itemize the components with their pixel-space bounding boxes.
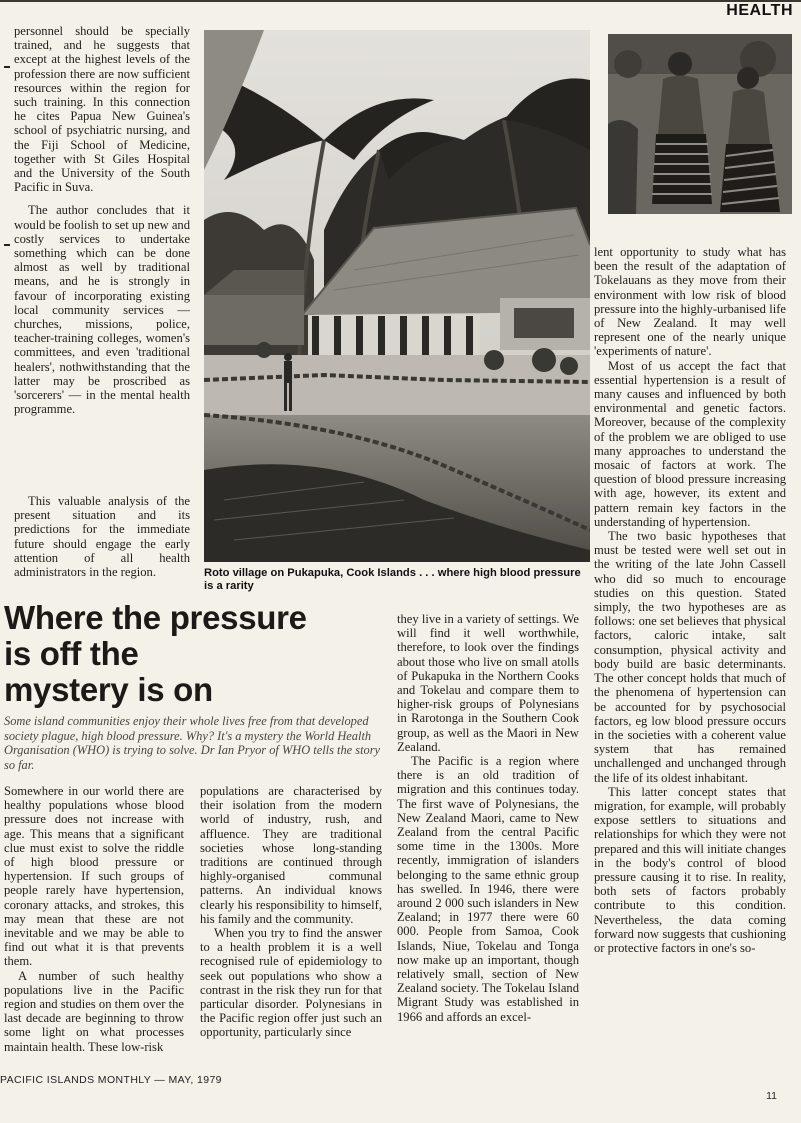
top-rule <box>0 0 801 2</box>
column-b-text <box>4 784 184 1054</box>
paragraph: The two basic hypotheses that must be tested were well set out in the writing of the late John Cassell who did so much to encourage studies on this question. Stated simply, the two hypotheses are as follows: one set believes that physical factors, caloric intake, salt consumption, physical activity and body build are basic determinants. The other concept holds that much of the phenomena of hypertension can be accounted for by psychosocial factors, eg low blood pressure occurs in the societies with a coherent value system that has remained unchallenged and unchanged through the life of its oldest inhabitant. <box>594 529 786 785</box>
headline-line: is off the <box>4 635 139 672</box>
paragraph: populations are characterised by their isolation from the modern world of industry, rush, and affluence. They are traditional societies whose long-standing traditions are continued through highly-organised communal patterns. An individual knows clearly his responsibility to himself, his family and the community. <box>200 784 382 926</box>
column-d-text <box>397 612 579 1024</box>
village-photo-illustration <box>204 30 590 562</box>
section-heading: HEALTH <box>726 2 793 19</box>
dancers-photo-illustration <box>608 34 792 214</box>
paragraph: The Pacific is a region where there is an old tradition of migration and this continues today. The first wave of Polynesians, the New Zealand Maori, came to New Zealand from the central Pacific some time in the 1300s. More recently, immigration of islanders belonging to the same ethnic group has swelled. In 1946, there were around 2 000 such islanders in New Zealand; in 1977 there were 60 000. People from Samoa, Cook Islands, Niue, Tokelau and Tonga now make up an important, though relatively small, section of New Zealand society. The Tokelau Island Migrant Study was established in 1966 and affords an excel- <box>397 754 579 1024</box>
headline-line: Where the pressure <box>4 599 307 636</box>
column-e-text <box>594 245 786 955</box>
article-deck: Some island communities enjoy their whole lives free from that developed society plague, high blood pressure. Why? It's a mystery the World Health Organisation (WHO) is trying to solve. Dr Ian Pryor of WHO tells the story so far. <box>4 714 381 772</box>
paragraph: personnel should be specially trained, and he suggests that except at the highest levels of the profession there are now sufficient resources within the region for such training. In this connection he cites Papua New Guinea's school of psychiatric nursing, and the Fiji School of Medicine, together with St Giles Hospital and the University of the South Pacific in Suva. <box>14 24 190 195</box>
publication-footer: PACIFIC ISLANDS MONTHLY — MAY, 1979 <box>0 1074 222 1086</box>
paragraph: This latter concept states that migration, for example, will probably expose settlers to situations and relationships for which they were not prepared and this will initiate changes in the body's control of blood pressure causing it to rise. In reality, both sets of factors probably contribute to this condition. Nevertheless, the data coming forward now suggests that cushioning or protective factors in one's so- <box>594 784 786 955</box>
page-number: 11 <box>766 1090 777 1102</box>
margin-mark <box>4 244 10 246</box>
margin-mark <box>4 66 10 68</box>
village-photo <box>204 30 590 562</box>
dancers-photo <box>608 34 792 214</box>
article-headline <box>4 600 384 708</box>
paragraph: they live in a variety of settings. We will find it well worthwhile, therefore, to look over the findings about those who live on small atolls of Pukapuka in the Northern Cooks and Tokelau and compare them to higher-risk groups of Polynesians in Rarotonga in the Southern Cook group, as well as the Maori in New Zealand. <box>397 612 579 754</box>
column-a-text <box>14 24 190 416</box>
paragraph: This valuable analysis of the present situation and its predictions for the immediate future should engage the early attention of all health administrators in the region. <box>14 494 190 580</box>
column-a-final-text <box>14 494 190 579</box>
paragraph: Somewhere in our world there are healthy populations whose blood pressure does not increase with age. This means that a significant clue must exist to solve the riddle of high blood pressure or hypertension. If such groups of people rarely have hypertension, coronary attacks, and strokes, this may mean that these are not inevitable and we may be able to find out what it is that prevents them. <box>4 784 184 969</box>
paragraph: Most of us accept the fact that essential hypertension is a result of many causes and influenced by both environmental and genetic factors. Moreover, because of the complexity of the problem we are obliged to use many approaches to understand the mosaic of factors at work. The question of blood pressure increasing with age, however, its extent and pattern remain key factors in the understanding of hypertension. <box>594 358 786 529</box>
column-c-text <box>200 784 382 1040</box>
photo-caption: Roto village on Pukapuka, Cook Islands . . . where high blood pressure is a rarity <box>204 567 581 592</box>
headline-line: mystery is on <box>4 671 213 708</box>
paragraph: lent opportunity to study what has been the result of the adaptation of Tokelauans as they move from their environment with low risk of blood pressure into the highly-urbanised life of New Zealand. It may well represent one of the nearly unique 'experiments of nature'. <box>594 245 786 359</box>
paragraph: When you try to find the answer to a health problem it is a well recognised rule of epidemiology to seek out populations who show a contrast in the risk they run for that particular disorder. Polynesians in the Pacific region offer just such an opportunity, particularly since <box>200 926 382 1040</box>
paragraph: A number of such healthy populations live in the Pacific region and studies on them over the last decade are beginning to throw some light on what processes maintain health. These low-risk <box>4 968 184 1054</box>
paragraph: The author concludes that it would be foolish to set up new and costly services to undertake something which can be done almost as well by traditional means, and he is strongly in favour of incorporating existing local community services — churches, missions, police, teacher-training colleges, women's committees, and even 'traditional healers', nothwithstanding that the latter may be proscribed as 'sorcerers' — in the mental health programme. <box>14 203 190 417</box>
